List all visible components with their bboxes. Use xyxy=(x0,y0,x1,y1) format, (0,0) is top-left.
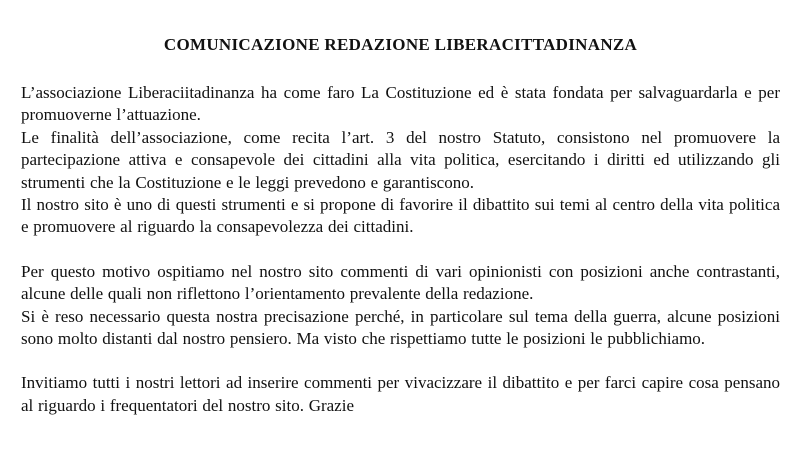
paragraph-block xyxy=(21,261,780,351)
document-body xyxy=(21,82,780,417)
paragraph-sentence: Per questo motivo ospitiamo nel nostro sito commenti di vari opinionisti con posizioni anche contrastanti, alcune delle quali non riflettono l’orientamento prevalente della redazione. xyxy=(21,261,780,304)
paragraph-sentence: L’associazione Liberaciitadinanza ha come faro La Costituzione ed è stata fondata per salvaguardarla e per promuoverne l’attuazione. xyxy=(21,83,780,125)
paragraph-sentence: Invitiamo tutti i nostri lettori ad inserire commenti per vivacizzare il dibattito e per farci capire cosa pensano al riguardo i frequentatori del nostro sito. Grazie xyxy=(21,373,780,415)
paragraph-sentence: Si è reso necessario questa nostra precisazione perché, in particolare sul tema della guerra, alcune posizioni sono molto distanti dal nostro pensiero. Ma visto che rispettiamo tutte le posizioni le pubblichiamo. xyxy=(21,306,780,349)
paragraph-sentence: Le finalità dell’associazione, come recita l’art. 3 del nostro Statuto, consistono nel promuovere la partecipazione attiva e consapevole dei cittadini alla vita politica, esercitando i diritti ed utilizzando gli strumenti che la Costituzione e le leggi prevedono e garantiscono. xyxy=(21,127,780,192)
paragraph-sentence: Il nostro sito è uno di questi strumenti e si propone di favorire il dibattito sui temi al centro della vita politica e promuovere al riguardo la consapevolezza dei cittadini. xyxy=(21,195,780,237)
document-title: COMUNICAZIONE REDAZIONE LIBERACITTADINANZA xyxy=(163,35,638,54)
paragraph-block xyxy=(21,82,780,239)
paragraph-block xyxy=(21,372,780,417)
